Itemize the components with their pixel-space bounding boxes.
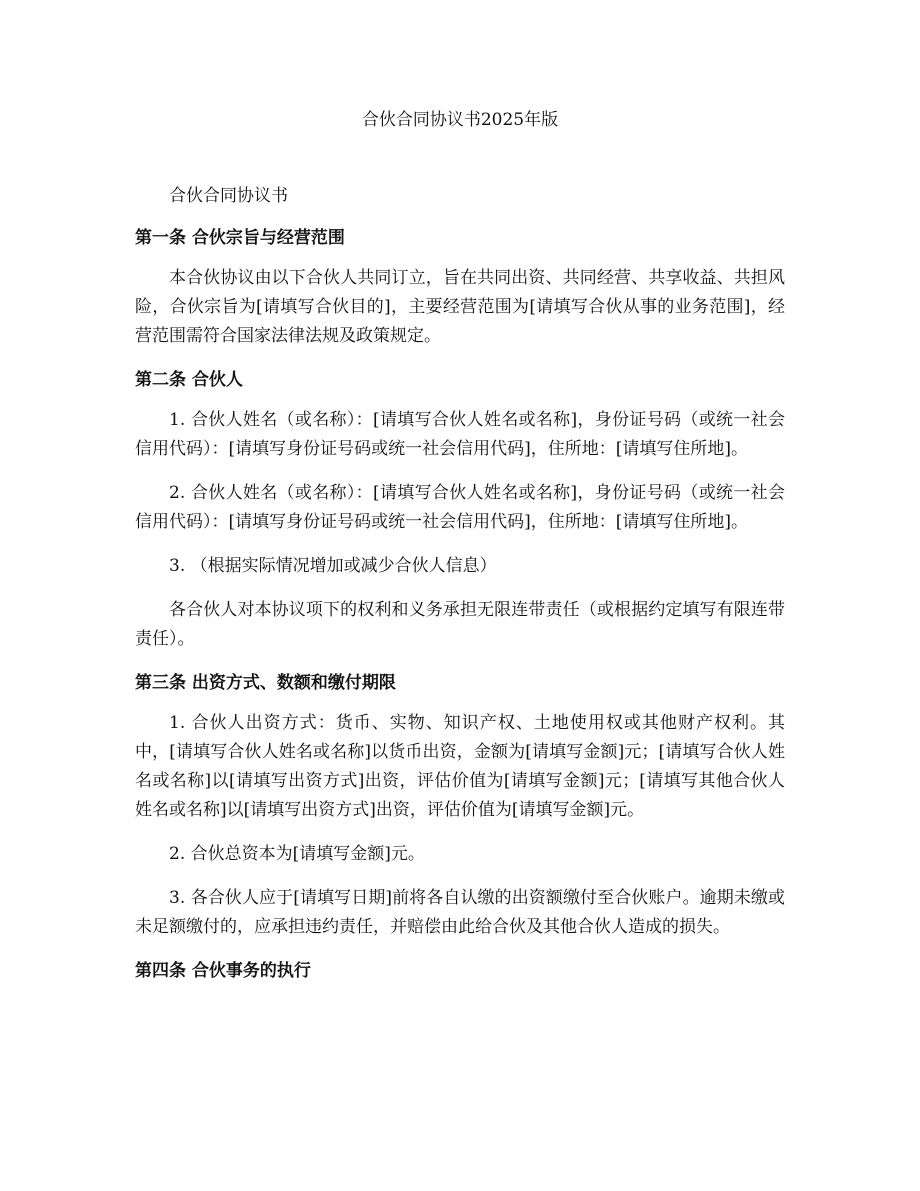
section-heading-4: 第四条 合伙事务的执行 (135, 961, 311, 981)
document-body (135, 106, 785, 997)
document-subtitle: 合伙合同协议书 (169, 186, 288, 206)
section-heading-2: 第二条 合伙人 (135, 370, 243, 390)
section-1-paragraph-1: 本合伙协议由以下合伙人共同订立，旨在共同出资、共同经营、共享收益、共担风险，合伙宗旨为[请填写合伙目的]，主要经营范围为[请填写合伙从事的业务范围]，经营范围需符合国家法律法规及政策规定。 (135, 268, 785, 346)
section-heading-3: 第三条 出资方式、数额和缴付期限 (135, 673, 396, 693)
section-3-paragraph-3: 3. 各合伙人应于[请填写日期]前将各自认缴的出资额缴付至合伙账户。逾期未缴或未足额缴付的，应承担违约责任，并赔偿由此给合伙及其他合伙人造成的损失。 (135, 888, 785, 937)
section-2-paragraph-1: 1. 合伙人姓名（或名称）：[请填写合伙人姓名或名称]，身份证号码（或统一社会信用代码）：[请填写身份证号码或统一社会信用代码]，住所地：[请填写住所地]。 (135, 410, 785, 459)
section-3-paragraph-2: 2. 合伙总资本为[请填写金额]元。 (169, 844, 425, 864)
section-2-paragraph-4: 各合伙人对本协议项下的权利和义务承担无限连带责任（或根据约定填写有限连带责任）。 (135, 600, 785, 649)
section-heading-1: 第一条 合伙宗旨与经营范围 (135, 228, 345, 248)
section-2-paragraph-2: 2. 合伙人姓名（或名称）：[请填写合伙人姓名或名称]，身份证号码（或统一社会信用代码）：[请填写身份证号码或统一社会信用代码]，住所地：[请填写住所地]。 (135, 483, 785, 532)
document-title: 合伙合同协议书2025年版 (361, 110, 559, 130)
section-2-paragraph-3: 3. （根据实际情况增加或减少合伙人信息） (169, 556, 497, 576)
section-3-paragraph-1: 1. 合伙人出资方式：货币、实物、知识产权、土地使用权或其他财产权利。其中，[请填写合伙人姓名或名称]以货币出资，金额为[请填写金额]元；[请填写合伙人姓名或名称]以[请填写出资方式]出资，评估价值为[请填写金额]元；[请填写其他合伙人姓名或名称]以[请填写出资方式]出资，评估价值为[请填写金额]元。 (135, 713, 785, 820)
